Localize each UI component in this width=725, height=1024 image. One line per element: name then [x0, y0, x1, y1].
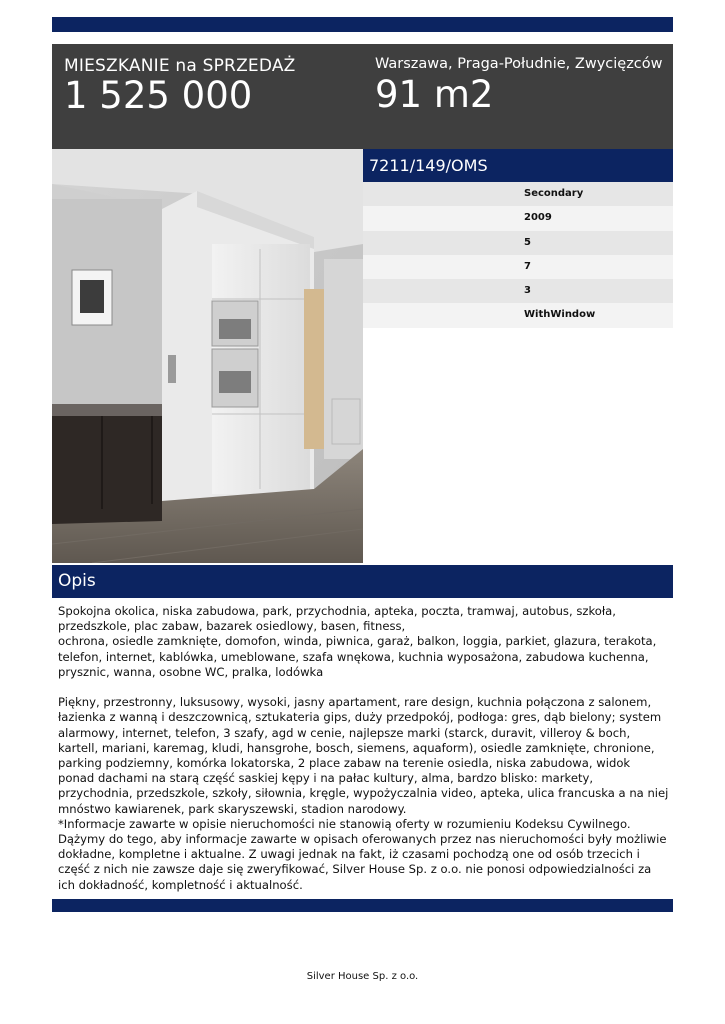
attributes-table — [363, 182, 673, 328]
description-text: Spokojna okolica, niska zabudowa, park, przychodnia, apteka, poczta, tramwaj, autobus, szkoła, przedszkole, plac zabaw, bazarek osiedlowy, basen, fitness, ochrona, osiedle zamknięte, domofon, winda, piwnica, garaż, balkon, loggia, parkiet, glazura, terakota, telefon, internet, kablówka, umeblowane, szafa wnękowa, kuchnia wyposażona, zabudowa kuchenna, prysznic, wanna, osobne WC, pralka, lodówka Piękny, przestronny, luksusowy, wysoki, jasny apartament, rare design, kuchnia połączona z salonem, łazienka z wanną i deszczownicą, sztukateria gips, duży przedpokój, podłoga: gres, dąb bielony; system alarmowy, internet, telefon, 3 szafy, agd w cenie, najlepsze marki (starck, duravit, villeroy & boch, kartell, mariani, karemag, kludi, hansgrohe, bosch, siemens, aquaform), osiedle zamknięte, chronione, parking podziemny, komórka lokatorska, 2 place zabaw na terenie osiedla, niska zabudowa, widok ponad dachami na starą część saskiej kępy i na pałac kultury, alma, bardzo blisko: markety, przychodnia, przedszkole, szkoły, siłownia, kręgle, wypożyczalnia video, apteka, ulica francuska a na niej mnóstwo kawiarenek, park skaryszewski, stadion narodowy. *Informacje zawarte w opisie nieruchomości nie stanowią oferty w rozumieniu Kodeksu Cywilnego. Dążymy do tego, aby informacje zawarte w opisach oferowanych przez nas nieruchomości były możliwie dokładne, kompletne i aktualne. Z uwagi jednak na fakt, iż czasami pochodzą one od osób trzecich i część z nich nie zawsze daje się zweryfikować, Silver House Sp. z o.o. nie ponosi odpowiedzialności za ich dokładność, kompletność i aktualność. — [58, 604, 669, 892]
footer-company: Silver House Sp. z o.o. — [306, 971, 419, 982]
attribute-rooms: 5 — [363, 231, 673, 255]
bottom-accent-bar — [52, 899, 673, 912]
kitchen-photo-illustration — [52, 149, 363, 563]
price-block — [64, 56, 296, 116]
attribute-kitchen: WithWindow — [363, 303, 673, 327]
listing-type: MIESZKANIE na SPRZEDAŻ — [64, 56, 296, 76]
location-block — [375, 55, 665, 115]
attribute-market: Secondary — [363, 182, 673, 206]
price: 1 525 000 — [64, 74, 253, 117]
listing-header — [52, 44, 673, 149]
area: 91 m2 — [375, 73, 494, 116]
location: Warszawa, Praga-Południe, Zwycięzców — [375, 56, 663, 72]
description-heading: Opis — [52, 565, 673, 598]
attribute-year: 2009 — [363, 206, 673, 230]
reference-number: 7211/149/OMS — [363, 149, 673, 182]
top-accent-bar — [52, 17, 673, 32]
attribute-floor: 7 — [363, 255, 673, 279]
property-photo — [52, 149, 363, 563]
attribute-count: 3 — [363, 279, 673, 303]
